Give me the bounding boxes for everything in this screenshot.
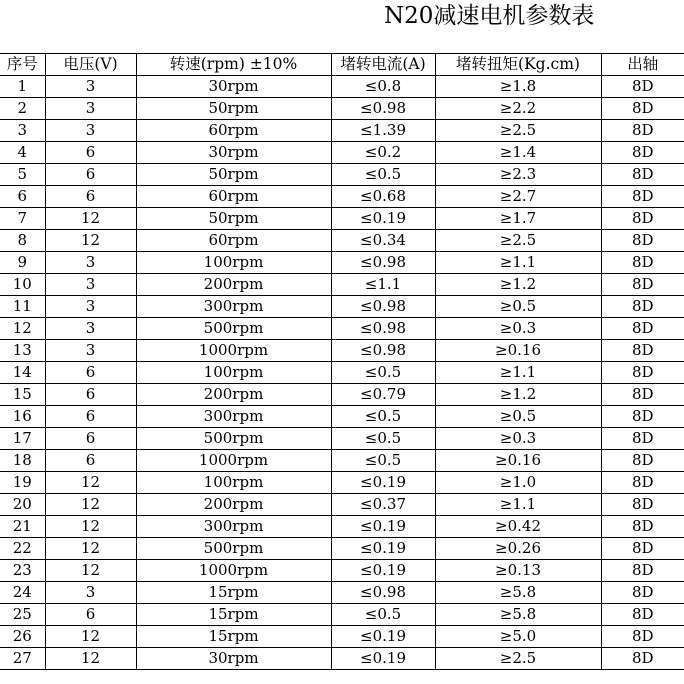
stall-current-cell[interactable]: ≤0.19 <box>331 472 435 494</box>
table-row <box>0 120 684 142</box>
stall-torque-cell[interactable]: ≥1.0 <box>435 472 601 494</box>
table-row <box>0 252 684 274</box>
speed-cell[interactable]: 500rpm <box>136 318 331 340</box>
stall-current-cell[interactable]: ≤1.1 <box>331 274 435 296</box>
index-cell[interactable]: 9 <box>0 252 45 274</box>
index-cell[interactable]: 18 <box>0 450 45 472</box>
table-row <box>0 604 684 626</box>
index-cell[interactable]: 25 <box>0 604 45 626</box>
stall-current-cell[interactable]: ≤0.5 <box>331 428 435 450</box>
voltage-cell[interactable]: 3 <box>45 340 136 362</box>
table-row <box>0 472 684 494</box>
shaft-cell[interactable]: 8D <box>601 296 684 318</box>
stall-current-cell[interactable]: ≤0.19 <box>331 538 435 560</box>
stall-torque-cell[interactable]: ≥2.3 <box>435 164 601 186</box>
shaft-cell[interactable]: 8D <box>601 384 684 406</box>
shaft-cell[interactable]: 8D <box>601 626 684 648</box>
speed-cell[interactable]: 1000rpm <box>136 450 331 472</box>
voltage-cell[interactable]: 12 <box>45 538 136 560</box>
shaft-cell[interactable]: 8D <box>601 472 684 494</box>
voltage-cell[interactable]: 3 <box>45 296 136 318</box>
stall-torque-cell[interactable]: ≥2.7 <box>435 186 601 208</box>
stall-torque-cell[interactable]: ≥1.2 <box>435 274 601 296</box>
shaft-cell[interactable]: 8D <box>601 98 684 120</box>
shaft-cell[interactable]: 8D <box>601 186 684 208</box>
shaft-cell[interactable]: 8D <box>601 208 684 230</box>
shaft-cell[interactable]: 8D <box>601 582 684 604</box>
stall-current-cell[interactable]: ≤0.37 <box>331 494 435 516</box>
stall-current-cell[interactable]: ≤0.19 <box>331 208 435 230</box>
table-row <box>0 340 684 362</box>
parameter-table <box>0 53 684 670</box>
index-cell[interactable]: 15 <box>0 384 45 406</box>
header-stall-torque[interactable]: 堵转扭矩(Kg.cm) <box>435 54 601 76</box>
speed-cell[interactable]: 300rpm <box>136 296 331 318</box>
shaft-cell[interactable]: 8D <box>601 252 684 274</box>
index-cell[interactable]: 1 <box>0 76 45 98</box>
index-cell[interactable]: 10 <box>0 274 45 296</box>
stall-torque-cell[interactable]: ≥2.5 <box>435 648 601 670</box>
speed-cell[interactable]: 500rpm <box>136 538 331 560</box>
stall-current-cell[interactable]: ≤0.19 <box>331 560 435 582</box>
shaft-cell[interactable]: 8D <box>601 120 684 142</box>
header-speed[interactable]: 转速(rpm) ±10% <box>136 54 331 76</box>
table-row <box>0 428 684 450</box>
shaft-cell[interactable]: 8D <box>601 648 684 670</box>
stall-current-cell[interactable]: ≤0.5 <box>331 164 435 186</box>
stall-current-cell[interactable]: ≤1.39 <box>331 120 435 142</box>
table-row <box>0 230 684 252</box>
voltage-cell[interactable]: 6 <box>45 406 136 428</box>
sheet-title: N20减速电机参数表 <box>384 3 595 29</box>
shaft-cell[interactable]: 8D <box>601 538 684 560</box>
speed-cell[interactable]: 50rpm <box>136 98 331 120</box>
shaft-cell[interactable]: 8D <box>601 494 684 516</box>
table-row <box>0 98 684 120</box>
stall-current-cell[interactable]: ≤0.8 <box>331 76 435 98</box>
table-row <box>0 384 684 406</box>
speed-cell[interactable]: 500rpm <box>136 428 331 450</box>
table-row <box>0 318 684 340</box>
speed-cell[interactable]: 15rpm <box>136 582 331 604</box>
table-row <box>0 274 684 296</box>
stall-current-cell[interactable]: ≤0.5 <box>331 406 435 428</box>
stall-torque-cell[interactable]: ≥1.2 <box>435 384 601 406</box>
stall-torque-cell[interactable]: ≥1.1 <box>435 494 601 516</box>
index-cell[interactable]: 26 <box>0 626 45 648</box>
table-row <box>0 538 684 560</box>
header-shaft[interactable]: 出轴 <box>601 54 684 76</box>
shaft-cell[interactable]: 8D <box>601 274 684 296</box>
table-row <box>0 362 684 384</box>
stall-current-cell[interactable]: ≤0.98 <box>331 98 435 120</box>
speed-cell[interactable]: 300rpm <box>136 516 331 538</box>
index-cell[interactable]: 6 <box>0 186 45 208</box>
voltage-cell[interactable]: 12 <box>45 626 136 648</box>
voltage-cell[interactable]: 12 <box>45 560 136 582</box>
speed-cell[interactable]: 100rpm <box>136 362 331 384</box>
table-row <box>0 626 684 648</box>
title-row <box>0 0 684 28</box>
table-row <box>0 208 684 230</box>
stall-torque-cell[interactable]: ≥1.7 <box>435 208 601 230</box>
voltage-cell[interactable]: 6 <box>45 142 136 164</box>
stall-torque-cell[interactable]: ≥0.3 <box>435 318 601 340</box>
voltage-cell[interactable]: 3 <box>45 582 136 604</box>
stall-torque-cell[interactable]: ≥0.5 <box>435 296 601 318</box>
header-row <box>0 54 684 76</box>
speed-cell[interactable]: 50rpm <box>136 208 331 230</box>
shaft-cell[interactable]: 8D <box>601 164 684 186</box>
table-row <box>0 142 684 164</box>
speed-cell[interactable]: 60rpm <box>136 186 331 208</box>
header-stall-current[interactable]: 堵转电流(A) <box>331 54 435 76</box>
speed-cell[interactable]: 15rpm <box>136 626 331 648</box>
stall-torque-cell[interactable]: ≥5.0 <box>435 626 601 648</box>
index-cell[interactable]: 8 <box>0 230 45 252</box>
stall-current-cell[interactable]: ≤0.98 <box>331 340 435 362</box>
stall-current-cell[interactable]: ≤0.5 <box>331 450 435 472</box>
stall-current-cell[interactable]: ≤0.79 <box>331 384 435 406</box>
speed-cell[interactable]: 50rpm <box>136 164 331 186</box>
speed-cell[interactable]: 100rpm <box>136 252 331 274</box>
table-row <box>0 76 684 98</box>
index-cell[interactable]: 4 <box>0 142 45 164</box>
stall-torque-cell[interactable]: ≥2.2 <box>435 98 601 120</box>
index-cell[interactable]: 12 <box>0 318 45 340</box>
index-cell[interactable]: 22 <box>0 538 45 560</box>
table-row <box>0 296 684 318</box>
index-cell[interactable]: 2 <box>0 98 45 120</box>
voltage-cell[interactable]: 12 <box>45 208 136 230</box>
voltage-cell[interactable]: 3 <box>45 76 136 98</box>
stall-current-cell[interactable]: ≤0.19 <box>331 648 435 670</box>
shaft-cell[interactable]: 8D <box>601 318 684 340</box>
speed-cell[interactable]: 30rpm <box>136 648 331 670</box>
speed-cell[interactable]: 30rpm <box>136 76 331 98</box>
index-cell[interactable]: 17 <box>0 428 45 450</box>
voltage-cell[interactable]: 6 <box>45 384 136 406</box>
stall-torque-cell[interactable]: ≥0.26 <box>435 538 601 560</box>
shaft-cell[interactable]: 8D <box>601 450 684 472</box>
speed-cell[interactable]: 60rpm <box>136 120 331 142</box>
table-row <box>0 648 684 670</box>
voltage-cell[interactable]: 12 <box>45 516 136 538</box>
stall-torque-cell[interactable]: ≥1.4 <box>435 142 601 164</box>
voltage-cell[interactable]: 3 <box>45 318 136 340</box>
voltage-cell[interactable]: 6 <box>45 362 136 384</box>
index-cell[interactable]: 7 <box>0 208 45 230</box>
stall-torque-cell[interactable]: ≥0.42 <box>435 516 601 538</box>
table-row <box>0 494 684 516</box>
voltage-cell[interactable]: 12 <box>45 648 136 670</box>
speed-cell[interactable]: 200rpm <box>136 494 331 516</box>
table-row <box>0 450 684 472</box>
index-cell[interactable]: 23 <box>0 560 45 582</box>
stall-torque-cell[interactable]: ≥2.5 <box>435 230 601 252</box>
table-row <box>0 560 684 582</box>
voltage-cell[interactable]: 12 <box>45 494 136 516</box>
stall-current-cell[interactable]: ≤0.19 <box>331 626 435 648</box>
stall-torque-cell[interactable]: ≥0.3 <box>435 428 601 450</box>
speed-cell[interactable]: 30rpm <box>136 142 331 164</box>
table-row <box>0 516 684 538</box>
index-cell[interactable]: 19 <box>0 472 45 494</box>
stall-torque-cell[interactable]: ≥0.16 <box>435 340 601 362</box>
stall-current-cell[interactable]: ≤0.34 <box>331 230 435 252</box>
voltage-cell[interactable]: 6 <box>45 604 136 626</box>
shaft-cell[interactable]: 8D <box>601 516 684 538</box>
speed-cell[interactable]: 1000rpm <box>136 560 331 582</box>
shaft-cell[interactable]: 8D <box>601 76 684 98</box>
voltage-cell[interactable]: 6 <box>45 428 136 450</box>
stall-current-cell[interactable]: ≤0.2 <box>331 142 435 164</box>
speed-cell[interactable]: 15rpm <box>136 604 331 626</box>
header-voltage[interactable]: 电压(V) <box>45 54 136 76</box>
shaft-cell[interactable]: 8D <box>601 362 684 384</box>
index-cell[interactable]: 14 <box>0 362 45 384</box>
index-cell[interactable]: 27 <box>0 648 45 670</box>
stall-torque-cell[interactable]: ≥0.5 <box>435 406 601 428</box>
stall-torque-cell[interactable]: ≥0.13 <box>435 560 601 582</box>
index-cell[interactable]: 13 <box>0 340 45 362</box>
stall-current-cell[interactable]: ≤0.5 <box>331 362 435 384</box>
voltage-cell[interactable]: 12 <box>45 472 136 494</box>
table-row <box>0 186 684 208</box>
shaft-cell[interactable]: 8D <box>601 560 684 582</box>
stall-current-cell[interactable]: ≤0.68 <box>331 186 435 208</box>
voltage-cell[interactable]: 12 <box>45 230 136 252</box>
table-row <box>0 582 684 604</box>
table-body <box>0 76 684 670</box>
stall-torque-cell[interactable]: ≥0.16 <box>435 450 601 472</box>
speed-cell[interactable]: 1000rpm <box>136 340 331 362</box>
table-row <box>0 164 684 186</box>
index-cell[interactable]: 11 <box>0 296 45 318</box>
speed-cell[interactable]: 200rpm <box>136 274 331 296</box>
shaft-cell[interactable]: 8D <box>601 406 684 428</box>
index-cell[interactable]: 21 <box>0 516 45 538</box>
stall-current-cell[interactable]: ≤0.98 <box>331 318 435 340</box>
shaft-cell[interactable]: 8D <box>601 142 684 164</box>
speed-cell[interactable]: 100rpm <box>136 472 331 494</box>
voltage-cell[interactable]: 6 <box>45 186 136 208</box>
shaft-cell[interactable]: 8D <box>601 604 684 626</box>
stall-torque-cell[interactable]: ≥1.1 <box>435 362 601 384</box>
index-cell[interactable]: 24 <box>0 582 45 604</box>
speed-cell[interactable]: 60rpm <box>136 230 331 252</box>
index-cell[interactable]: 3 <box>0 120 45 142</box>
voltage-cell[interactable]: 3 <box>45 120 136 142</box>
index-cell[interactable]: 5 <box>0 164 45 186</box>
stall-current-cell[interactable]: ≤0.98 <box>331 252 435 274</box>
table-row <box>0 406 684 428</box>
stall-torque-cell[interactable]: ≥1.1 <box>435 252 601 274</box>
index-cell[interactable]: 16 <box>0 406 45 428</box>
stall-current-cell[interactable]: ≤0.98 <box>331 296 435 318</box>
stall-torque-cell[interactable]: ≥5.8 <box>435 604 601 626</box>
stall-torque-cell[interactable]: ≥5.8 <box>435 582 601 604</box>
shaft-cell[interactable]: 8D <box>601 428 684 450</box>
stall-current-cell[interactable]: ≤0.19 <box>331 516 435 538</box>
stall-current-cell[interactable]: ≤0.98 <box>331 582 435 604</box>
stall-torque-cell[interactable]: ≥2.5 <box>435 120 601 142</box>
speed-cell[interactable]: 300rpm <box>136 406 331 428</box>
stall-torque-cell[interactable]: ≥1.8 <box>435 76 601 98</box>
stall-current-cell[interactable]: ≤0.5 <box>331 604 435 626</box>
voltage-cell[interactable]: 3 <box>45 274 136 296</box>
shaft-cell[interactable]: 8D <box>601 230 684 252</box>
header-index[interactable]: 序号 <box>0 54 45 76</box>
voltage-cell[interactable]: 3 <box>45 252 136 274</box>
speed-cell[interactable]: 200rpm <box>136 384 331 406</box>
voltage-cell[interactable]: 6 <box>45 450 136 472</box>
shaft-cell[interactable]: 8D <box>601 340 684 362</box>
voltage-cell[interactable]: 3 <box>45 98 136 120</box>
voltage-cell[interactable]: 6 <box>45 164 136 186</box>
index-cell[interactable]: 20 <box>0 494 45 516</box>
